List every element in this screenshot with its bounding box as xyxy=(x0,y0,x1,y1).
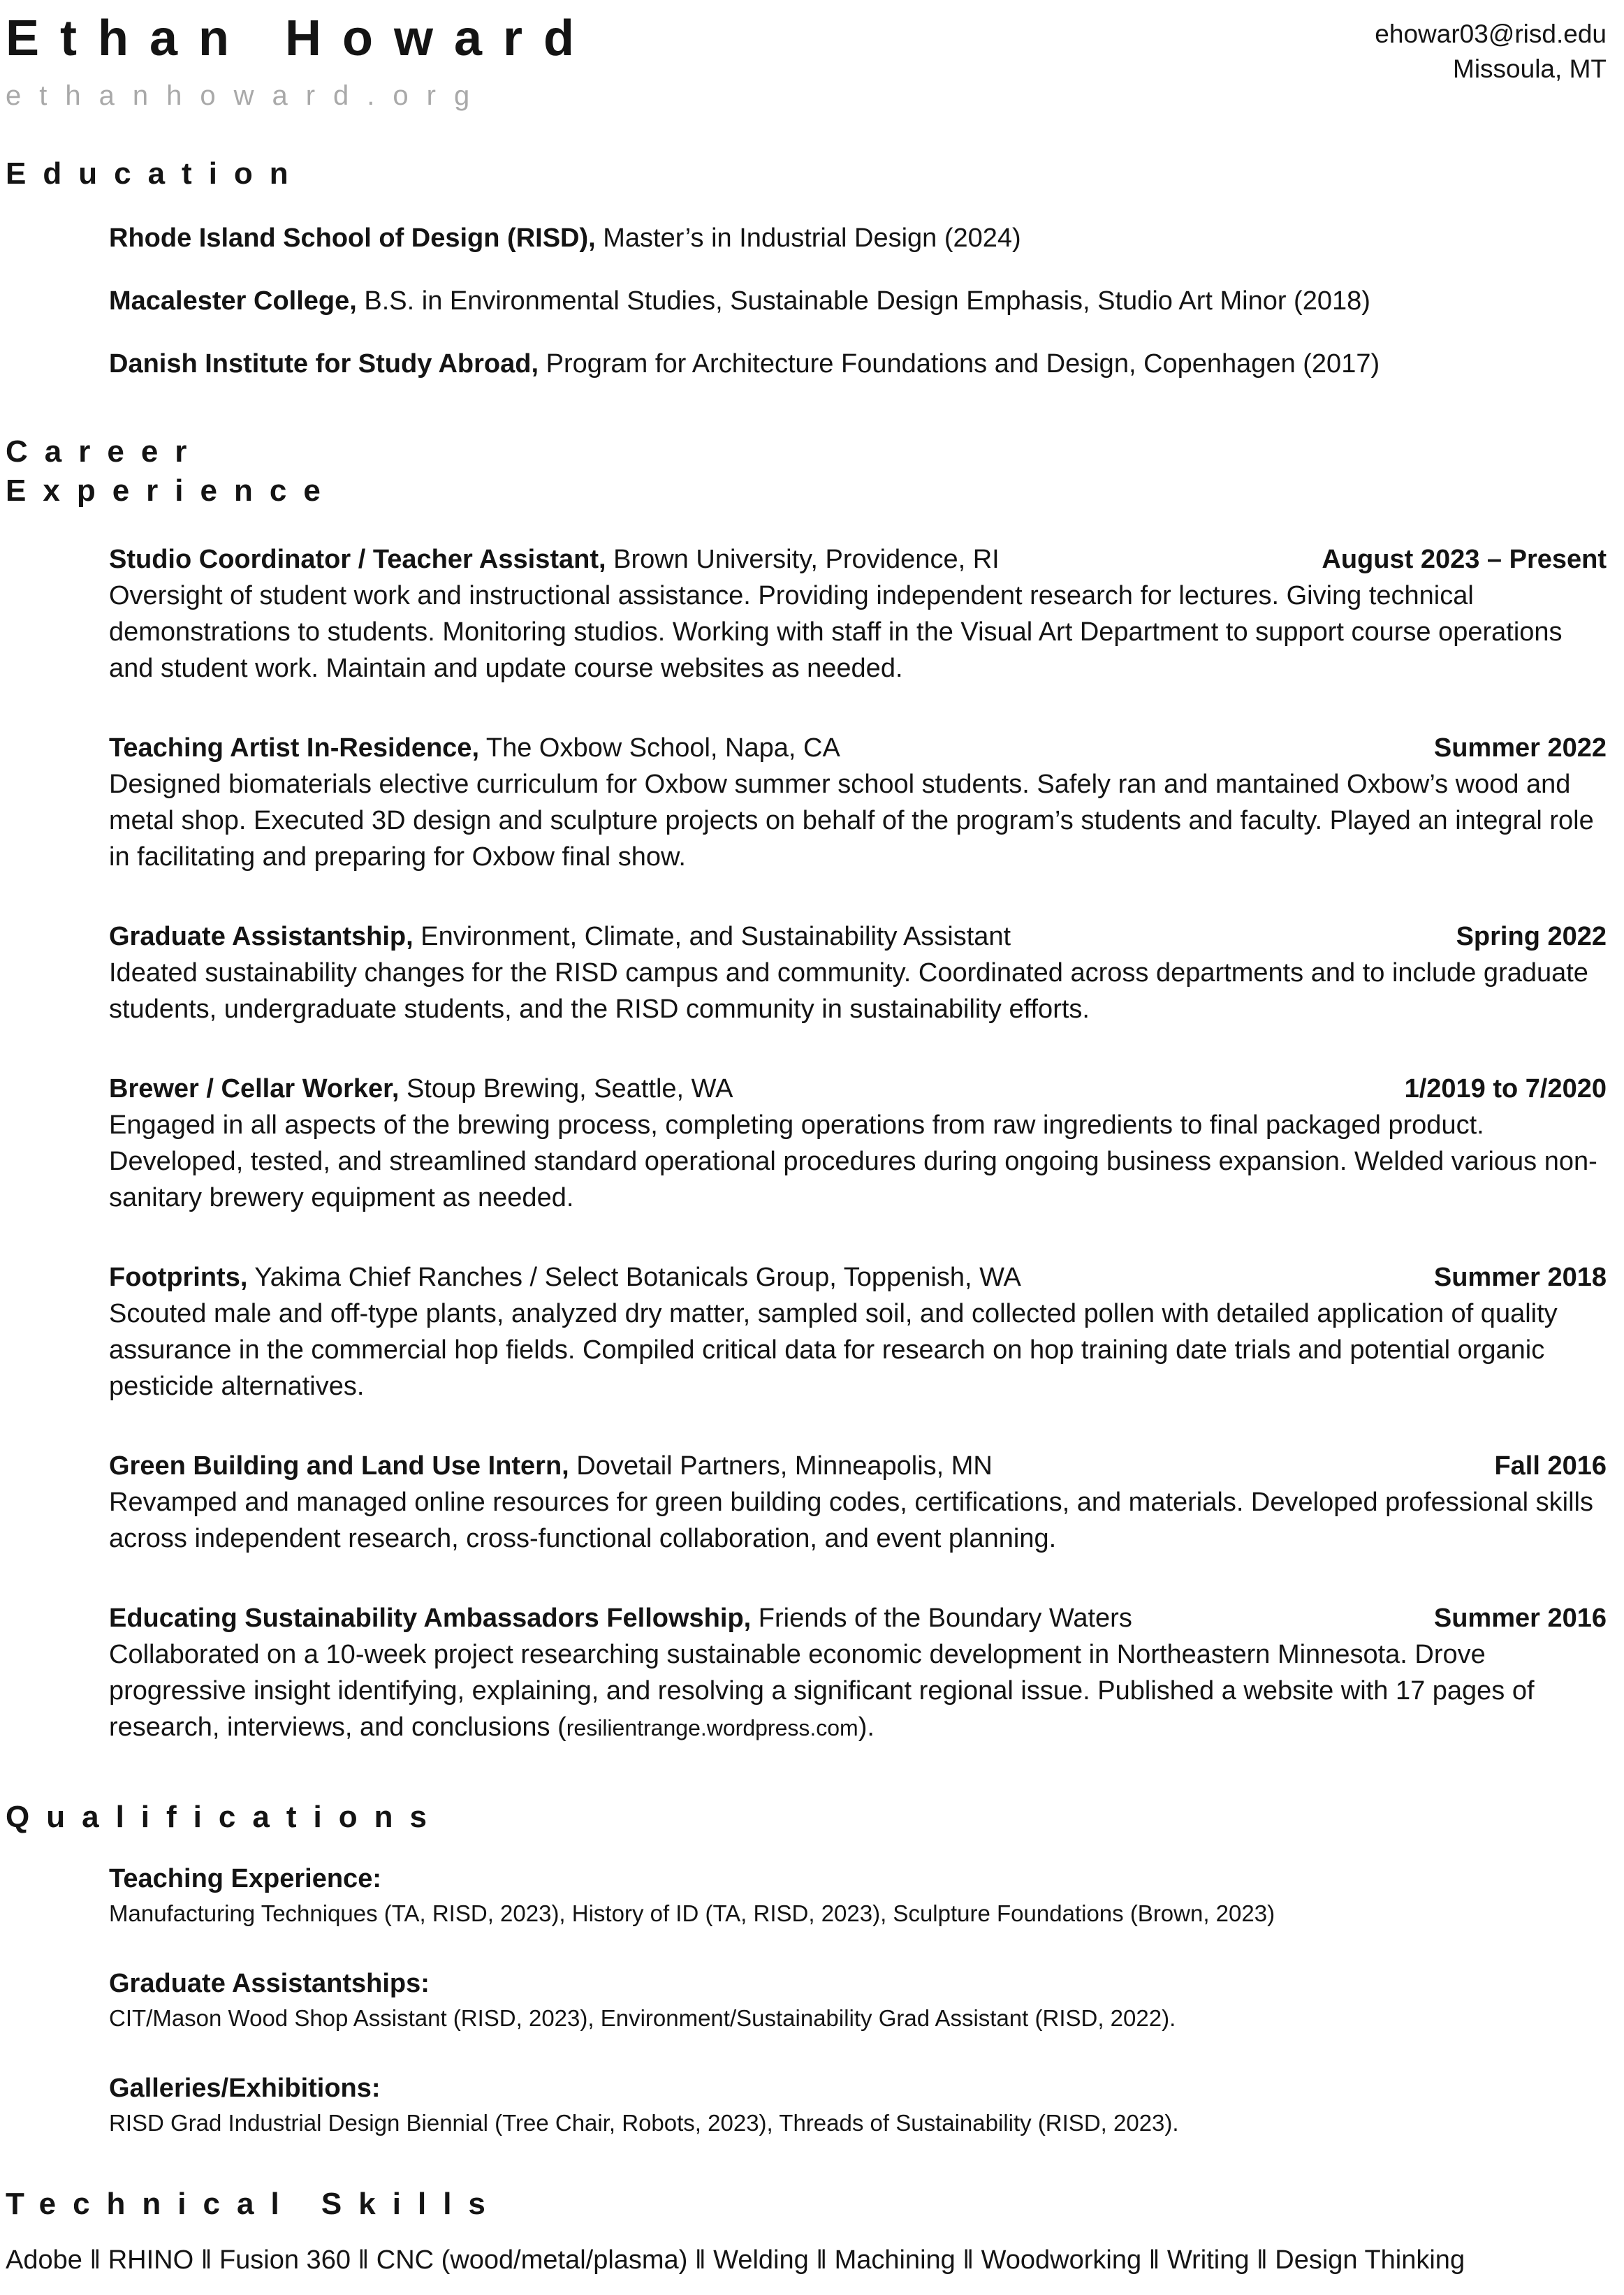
qualifications-list xyxy=(109,1861,1607,2140)
job-company: Stoup Brewing, Seattle, WA xyxy=(399,1074,733,1104)
education-heading: Education xyxy=(6,156,305,191)
job-company: Friends of the Boundary Waters xyxy=(751,1604,1132,1634)
job-description: Ideated sustainability changes for the RISD campus and community. Coordinated across departments and to include graduate students, undergraduate students, and the RISD community in sustainability efforts. xyxy=(109,958,1588,1025)
job-description: Oversight of student work and instructional assistance. Providing independent research for lectures. Giving technical demonstrations to students. Monitoring studios. Working with staff in the Visual Art Department to support course operations and student work. Maintain and update course websites as needed. xyxy=(109,581,1563,684)
qualification-detail: CIT/Mason Wood Shop Assistant (RISD, 2023), Environment/Sustainability Grad Assistant (RISD, 2022). xyxy=(109,2005,1176,2032)
job-header xyxy=(109,730,1607,766)
job-entry xyxy=(109,1600,1607,1746)
education-section xyxy=(6,154,1607,382)
skills-section xyxy=(6,2185,1607,2278)
qualification-title: Galleries/Exhibitions: xyxy=(109,2074,381,2104)
career-section xyxy=(6,432,1607,1746)
job-date: August 2023 – Present xyxy=(1322,545,1607,575)
job-header xyxy=(109,1071,1607,1107)
job-entry xyxy=(109,730,1607,875)
qualification-group xyxy=(109,1861,1607,1930)
skills-heading: Technical Skills xyxy=(6,2187,502,2222)
location: Missoula, MT xyxy=(1453,54,1607,83)
job-date: Summer 2016 xyxy=(1433,1604,1607,1634)
project-url: resilientrange.wordpress.com xyxy=(566,1715,858,1741)
job-title xyxy=(109,1259,1021,1296)
job-date: Fall 2016 xyxy=(1494,1451,1607,1481)
education-item xyxy=(109,220,1607,256)
job-entry xyxy=(109,1259,1607,1405)
job-date: Spring 2022 xyxy=(1456,922,1607,952)
career-heading xyxy=(6,432,1607,511)
education-list xyxy=(109,220,1607,382)
job-list xyxy=(109,541,1607,1746)
job-description xyxy=(109,1636,1607,1746)
job-role: Teaching Artist In-Residence, xyxy=(109,733,479,763)
header xyxy=(6,11,1607,114)
qualification-detail: Manufacturing Techniques (TA, RISD, 2023), History of ID (TA, RISD, 2023), Sculpture Foundations (Brown, 2023) xyxy=(109,1900,1275,1927)
job-company: Yakima Chief Ranches / Select Botanicals Group, Toppenish, WA xyxy=(247,1263,1021,1293)
contact-block xyxy=(1375,11,1607,87)
school-name: Macalester College, xyxy=(109,286,357,316)
degree-detail: Master’s in Industrial Design (2024) xyxy=(595,223,1021,254)
job-header xyxy=(109,1600,1607,1636)
job-role: Graduate Assistantship, xyxy=(109,922,414,952)
job-header xyxy=(109,1259,1607,1296)
job-description: Scouted male and off-type plants, analyzed dry matter, sampled soil, and collected pollen with detailed application of quality assurance in the commercial hop fields. Compiled critical data for research on hop training date trials and potential organic pesticide alternatives. xyxy=(109,1299,1558,1402)
job-header xyxy=(109,1448,1607,1484)
skills-line: Adobe ‖ RHINO ‖ Fusion 360 ‖ CNC (wood/metal/plasma) ‖ Welding ‖ Machining ‖ Woodworking ‖ Writing ‖ Design Thinking xyxy=(6,2245,1465,2275)
career-heading-line1: Career xyxy=(6,434,204,469)
identity-block xyxy=(6,11,595,114)
job-company: Brown University, Providence, RI xyxy=(606,545,1000,575)
job-description-text: ). xyxy=(858,1713,875,1743)
job-title xyxy=(109,918,1011,955)
job-title xyxy=(109,1448,993,1484)
website: ethanhoward.org xyxy=(6,80,488,112)
person-name: Ethan Howard xyxy=(6,10,596,66)
job-title xyxy=(109,541,1000,578)
degree-detail: Program for Architecture Foundations and Design, Copenhagen (2017) xyxy=(539,349,1380,379)
qualification-group xyxy=(109,2070,1607,2140)
school-name: Danish Institute for Study Abroad, xyxy=(109,349,539,379)
degree-detail: B.S. in Environmental Studies, Sustainable Design Emphasis, Studio Art Minor (2018) xyxy=(356,286,1370,316)
job-role: Educating Sustainability Ambassadors Fellowship, xyxy=(109,1604,752,1634)
education-item xyxy=(109,346,1607,382)
qualifications-heading: Qualifications xyxy=(6,1800,444,1835)
job-description: Designed biomaterials elective curriculum for Oxbow summer school students. Safely ran and mantained Oxbow’s wood and metal shop. Executed 3D design and sculpture projects on behalf of the program’s students and faculty. Played an integral role in facilitating and preparing for Oxbow final show. xyxy=(109,770,1594,872)
qualification-detail: RISD Grad Industrial Design Biennial (Tree Chair, Robots, 2023), Threads of Sustainability (RISD, 2023). xyxy=(109,2110,1179,2136)
job-role: Footprints, xyxy=(109,1263,248,1293)
job-description: Revamped and managed online resources for green building codes, certifications, and materials. Developed professional skills across independent research, cross-functional collaboration, and event planning. xyxy=(109,1488,1593,1554)
education-item xyxy=(109,283,1607,319)
career-heading-line2: Experience xyxy=(6,474,337,508)
job-company: Dovetail Partners, Minneapolis, MN xyxy=(569,1451,993,1481)
job-title xyxy=(109,1600,1132,1636)
job-description: Engaged in all aspects of the brewing process, completing operations from raw ingredients to final packaged product. Developed, tested, and streamlined standard operational procedures during ongoing business expansion. Welded various non-sanitary brewery equipment as needed. xyxy=(109,1110,1597,1213)
job-role: Studio Coordinator / Teacher Assistant, xyxy=(109,545,606,575)
job-company: Environment, Climate, and Sustainability Assistant xyxy=(413,922,1011,952)
job-entry xyxy=(109,1071,1607,1216)
qualification-group xyxy=(109,1965,1607,2035)
email: ehowar03@risd.edu xyxy=(1375,20,1607,48)
job-header xyxy=(109,918,1607,955)
job-header xyxy=(109,541,1607,578)
job-role: Brewer / Cellar Worker, xyxy=(109,1074,400,1104)
job-date: Summer 2022 xyxy=(1433,733,1607,763)
job-description-text: Collaborated on a 10-week project researching sustainable economic development in Northeastern Minnesota. Drove progressive insight identifying, explaining, and resolving a significant regional issue. Published a website with 17 pages of research, interviews, and conclusions ( xyxy=(109,1640,1535,1743)
qualifications-section xyxy=(6,1798,1607,2140)
job-title xyxy=(109,730,840,766)
job-title xyxy=(109,1071,733,1107)
job-role: Green Building and Land Use Intern, xyxy=(109,1451,569,1481)
job-company: The Oxbow School, Napa, CA xyxy=(479,733,840,763)
qualification-title: Teaching Experience: xyxy=(109,1864,381,1894)
school-name: Rhode Island School of Design (RISD), xyxy=(109,223,596,254)
job-entry xyxy=(109,1448,1607,1557)
job-entry xyxy=(109,918,1607,1027)
job-date: Summer 2018 xyxy=(1433,1263,1607,1293)
job-date: 1/2019 to 7/2020 xyxy=(1404,1074,1607,1104)
qualification-title: Graduate Assistantships: xyxy=(109,1969,430,1999)
job-entry xyxy=(109,541,1607,687)
